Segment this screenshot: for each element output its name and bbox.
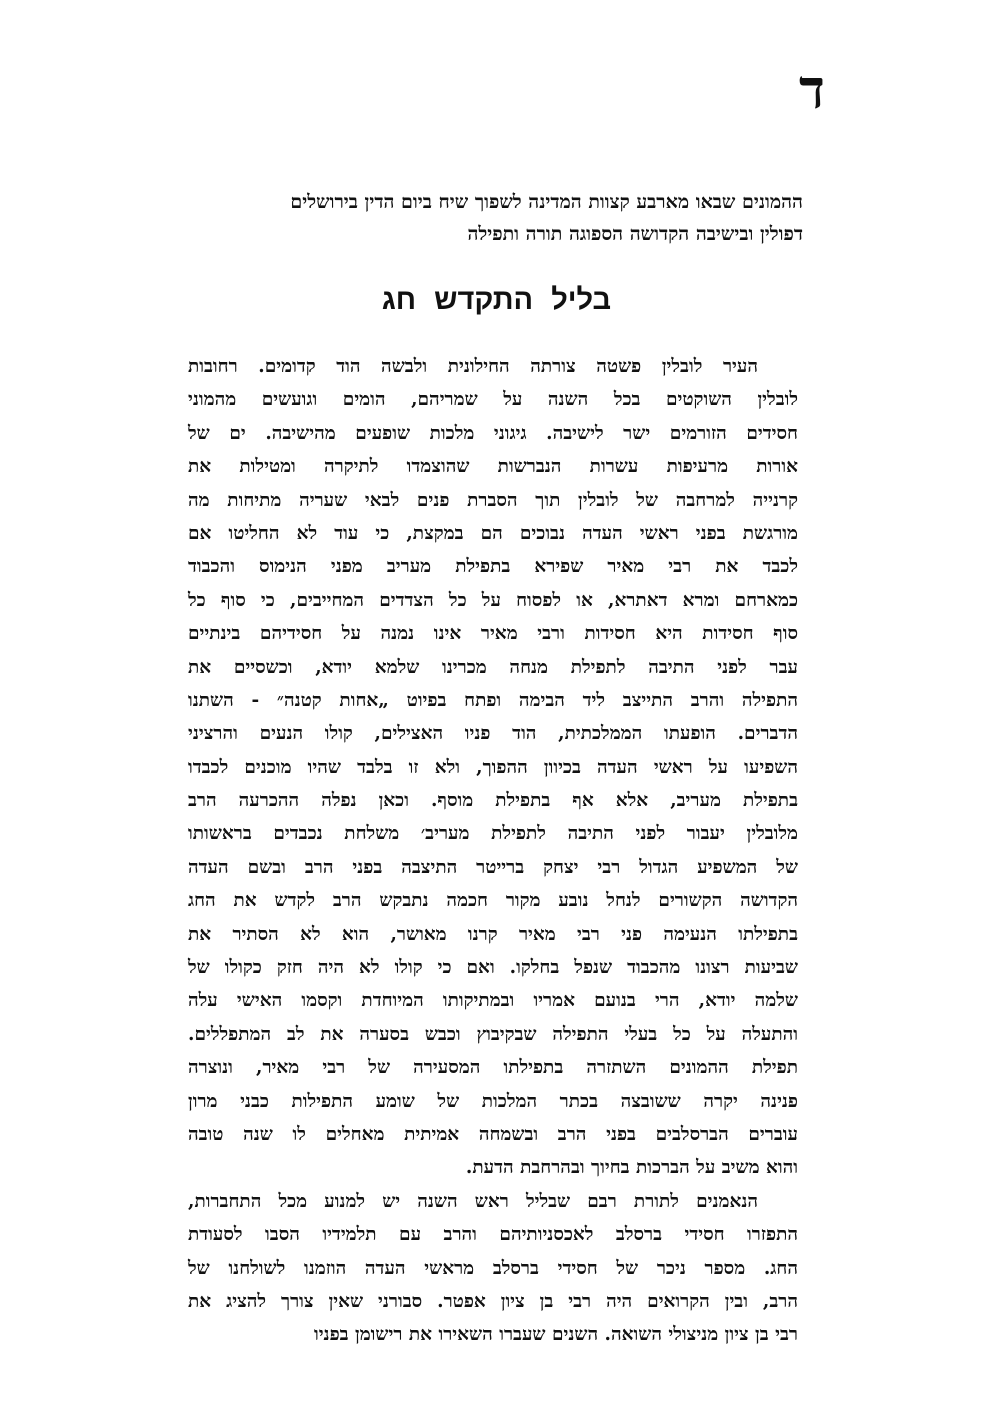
text-line: והוא משיב על הברכות בחיוך ובהרחבת הדעת. <box>465 1157 798 1179</box>
text-line: מלובלין יעבור לפני התיבה לתפילת מעריב׳ משלחת נכבדים בראשותו <box>188 823 798 845</box>
intro-line: דפולין ובישיבה הקדושה הספוגה תורה ותפילה <box>467 223 803 245</box>
text-line: שביעות רצונו מהכבוד שנפל בחלקו. ואם כי קולו לא היה חזק כקולו של <box>188 957 798 979</box>
paragraph <box>188 350 798 1185</box>
text-line: עבר לפני התיבה לתפילת מנחה מכרינו שלמא יודא, וכשסיים את <box>188 656 798 678</box>
text-line: חסידים הזורמים ישר לישיבה. גיגוני מלכות שופעים מהישיבה. ים של <box>188 422 798 444</box>
text-line: התפילה והרב התייצב ליד הבימה ופתח בפיוט „אחות קטנה״ - השתנו <box>188 689 798 711</box>
text-line: והתעלה על כל בעלי התפילה שבקיבוץ וכבש בסערה את לב המתפללים. <box>188 1023 798 1045</box>
text-line: כמארחם ומרא דאתרא, או לפסוח על כל הצדדים המחייבים, כי סוף כל <box>188 589 798 611</box>
paragraph <box>188 1185 798 1352</box>
body-text <box>188 350 798 1352</box>
text-line: הנאמנים לתורת רבם שבליל ראש השנה יש למנוע מכל התחברות, <box>188 1190 758 1212</box>
text-line: סוף חסידות היא חסידות ורבי מאיר אינו נמנה על חסידיהם בינתיים <box>188 623 798 645</box>
text-line: החג. מספר ניכר של חסידי ברסלב מראשי העדה הוזמנו לשולחנו של <box>188 1257 798 1279</box>
text-line: עוברים הברסלבים בפני הרב ובשמחה אמיתית מאחלים לו שנה טובה <box>188 1123 798 1145</box>
text-line: תפילת ההמונים השתזרה בתפילתו המסעירה של רבי מאיר, ונוצרה <box>188 1057 798 1079</box>
text-line: לובלין השוקטים בכל השנה על שמריהם, הומים וגועשים מהמוני <box>188 389 798 411</box>
text-line: בתפילתו הנעימה פני רבי מאיר קרנו מאושר, הוא לא הסתיר את <box>188 923 798 945</box>
text-line: רבי בן ציון מניצולי השואה. השנים שעברו השאירו את רישומן בפניו <box>313 1324 798 1346</box>
text-line: מורגשת בפני ראשי העדה נבוכים הם במקצת, כי עוד לא החליטו אם <box>188 522 798 544</box>
text-line: של המשפיע הגדול רבי יצחק ברייטר התיצבה בפני הרב ובשם העדה <box>188 856 798 878</box>
text-line: הרב, ובין הקרואים היה רבי בן ציון אפטר. סבורני שאין צורך להציג את <box>188 1290 798 1312</box>
chapter-letter: ד <box>799 57 825 121</box>
text-line: בתפילת מעריב, אלא אף בתפילת מוסף. וכאן נפלה ההכרעה הרב <box>188 790 798 812</box>
text-line: התפזרו חסידי ברסלב לאכסניותיהם והרב עם תלמידיו הסבו לסעודת <box>188 1224 798 1246</box>
intro-line: ההמונים שבאו מארבע קצוות המדינה לשפוך שיח ביום הדין בירושלים <box>290 191 803 213</box>
text-line: השפיעו על ראשי העדה בכיוון ההפוך, ולא זו בלבד שהיו מוכנים לכבדו <box>188 756 798 778</box>
text-line: לכבד את רבי מאיר שפירא בתפילת מעריב מפני הנימוס והכבוד <box>188 556 798 578</box>
text-line: פנינה יקרה ששובצה בכתר המלכות של שומע התפילות כבני מרון <box>188 1090 798 1112</box>
chapter-intro <box>183 186 803 250</box>
text-line: קרנייה למרחבה של לובלין תוך הסברת פנים לבאי שעריה מתיחות מה <box>188 489 798 511</box>
text-line: אורות מרעיפות עשרות הנברשות שהוצמדו לתיקרה ומטילות את <box>188 456 798 478</box>
text-line: הדברים. הופעתו הממלכתית, הוד פניו האצילים, קולו הנעים והרציני <box>188 723 798 745</box>
text-line: הקדושה הקשורים לנחל נובע מקור חכמה נתבקש הרב לקדש את החג <box>188 890 798 912</box>
text-line: העיר לובלין פשטה צורתה החילונית ולבשה הוד קדומים. רחובות <box>188 356 758 377</box>
text-line: שלמה יודא, הרי בנועם אמריו ובמתיקותו המיוחדת וקסמו האישי עלה <box>188 990 798 1012</box>
section-title: בליל התקדש חג <box>381 284 612 316</box>
